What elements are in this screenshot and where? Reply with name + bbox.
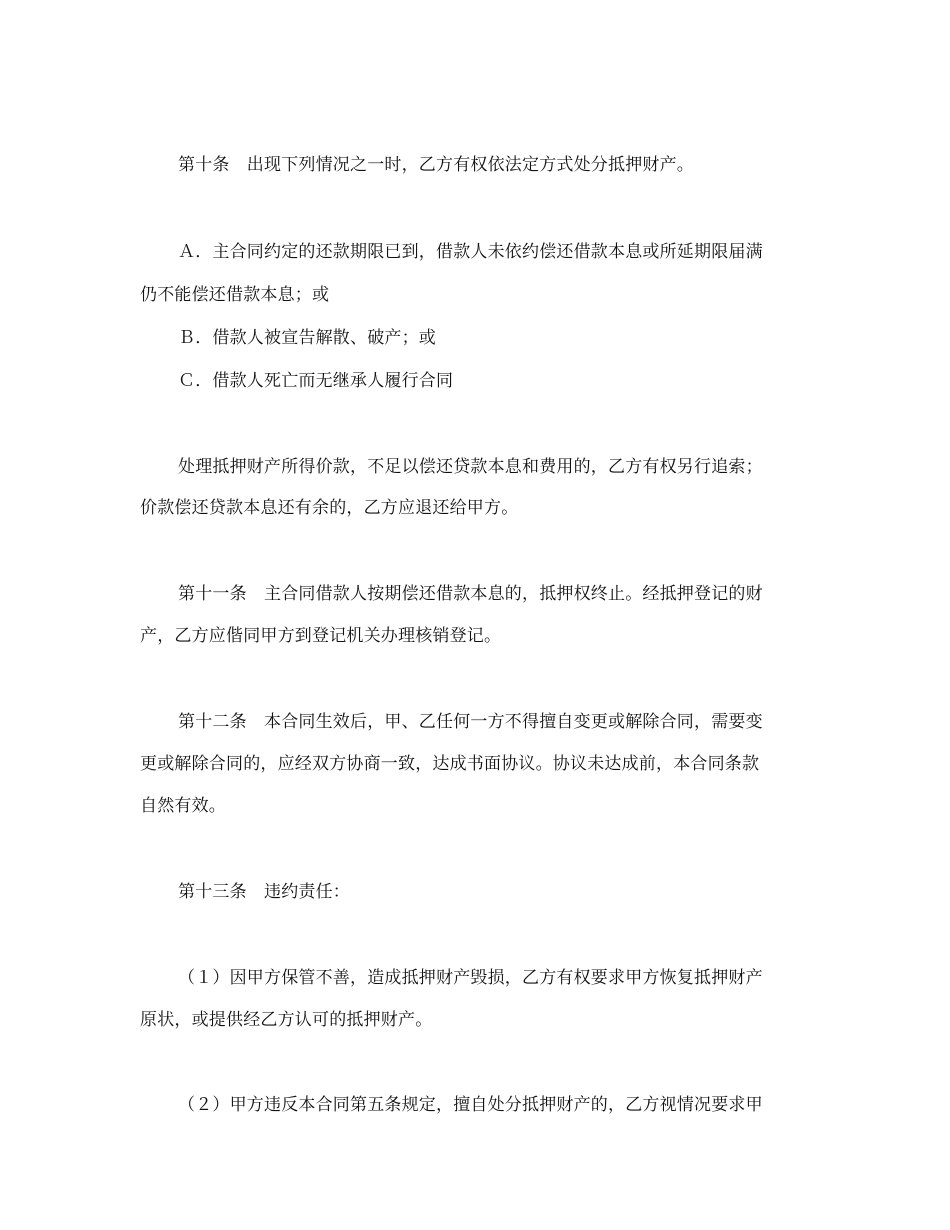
clause-b: Ｂ．借款人被宣告解散、破产；或	[178, 328, 436, 348]
article-11-line-1: 第十一条 主合同借款人按期偿还借款本息的，抵押权终止。经抵押登记的财	[178, 584, 763, 604]
clause-c: Ｃ．借款人死亡而无继承人履行合同	[178, 371, 454, 391]
article-11-line-2: 产，乙方应偕同甲方到登记机关办理核销登记。	[140, 626, 502, 646]
disposal-paragraph-line-1: 处理抵押财产所得价款，不足以偿还贷款本息和费用的，乙方有权另行追索；	[178, 457, 763, 477]
liability-item-1-line-2: 原状，或提供经乙方认可的抵押财产。	[140, 1010, 433, 1030]
article-12-line-2: 更或解除合同的，应经双方协商一致，达成书面协议。协议未达成前，本合同条款	[140, 754, 760, 774]
article-12-line-3: 自然有效。	[140, 796, 226, 816]
disposal-paragraph-line-2: 价款偿还贷款本息还有余的，乙方应退还给甲方。	[140, 498, 519, 518]
clause-a-line-1: Ａ．主合同约定的还款期限已到，借款人未依约偿还借款本息或所延期限届满	[178, 242, 763, 262]
liability-item-1-line-1: （１）因甲方保管不善，造成抵押财产毁损，乙方有权要求甲方恢复抵押财产	[178, 968, 763, 988]
article-10-heading: 第十条 出现下列情况之一时，乙方有权依法定方式处分抵押财产。	[178, 155, 694, 175]
article-13-heading: 第十三条 违约责任：	[178, 882, 350, 902]
liability-item-2-line-1: （２）甲方违反本合同第五条规定，擅自处分抵押财产的，乙方视情况要求甲	[178, 1095, 763, 1115]
clause-a-line-2: 仍不能偿还借款本息；或	[140, 285, 330, 305]
article-12-line-1: 第十二条 本合同生效后，甲、乙任何一方不得擅自变更或解除合同，需要变	[178, 712, 763, 732]
